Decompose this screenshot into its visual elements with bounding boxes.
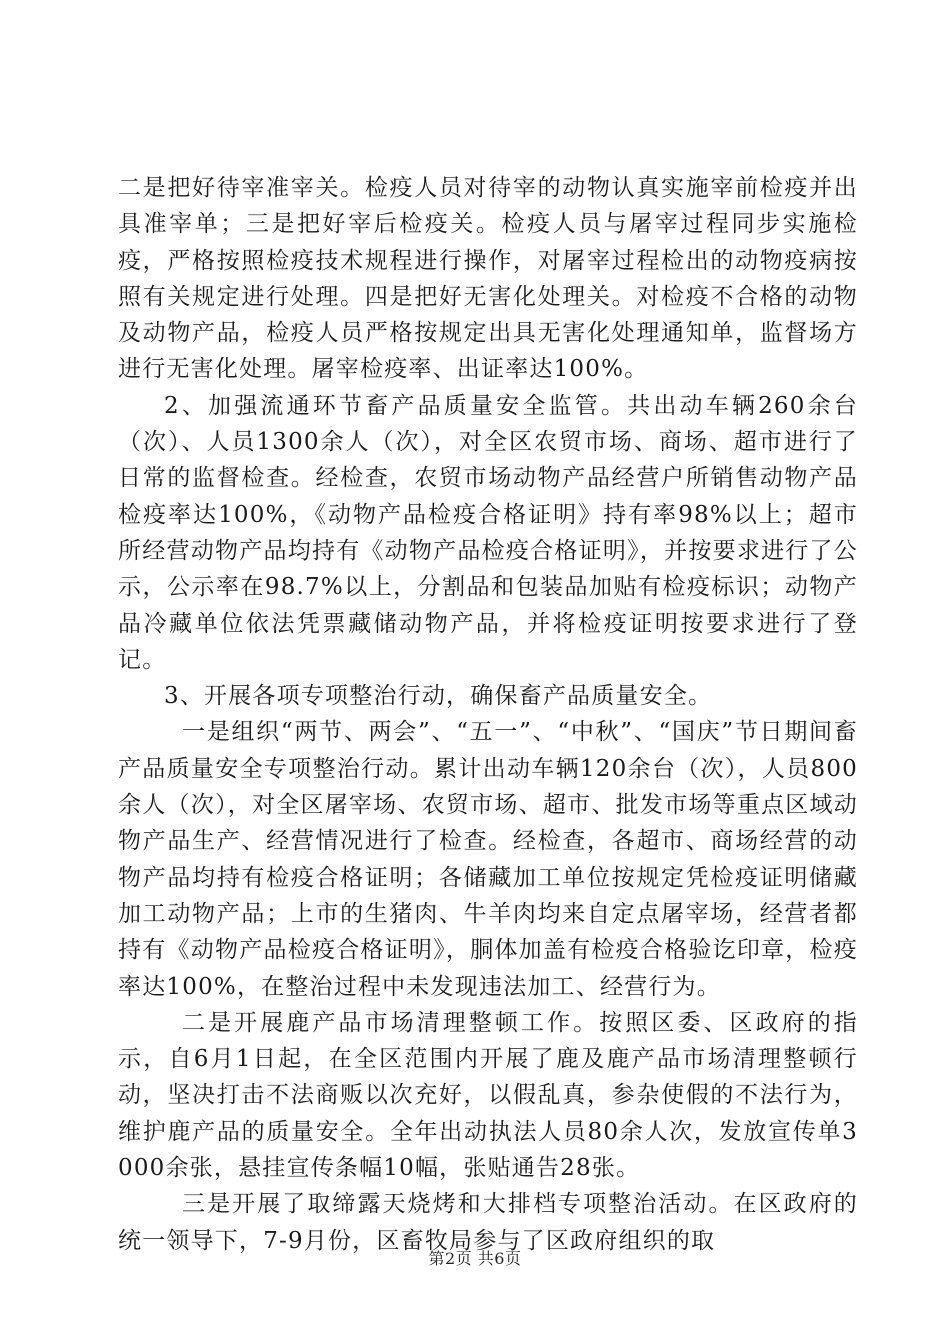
- paragraph-circulation-supervision: 2、加强流通环节畜产品质量安全监管。共出动车辆260余台（次）、人员1300余人（次），对全区农贸市场、商场、超市进行了日常的监督检查。经检查，农贸市场动物产品经营户所销售动物产品检疫率达100%，《动物产品检疫合格证明》持有率98%以上；超市所经营动物产品均持有《动物产品检疫合格证明》，并按要求进行了公示，公示率在98.7%以上，分割品和包装品加贴有检疫标识；动物产品冷藏单位依法凭票藏储动物产品，并将检疫证明按要求进行了登记。: [118, 392, 858, 673]
- paragraph-deer-products-cleanup: 二是开展鹿产品市场清理整顿工作。按照区委、区政府的指示，自6月1日起，在全区范围内开展了鹿及鹿产品市场清理整顿行动，坚决打击不法商贩以次充好，以假乱真，参杂使假的不法行为，维护鹿产品的质量安全。全年出动执法人员80余人次，发放宣传单3000余张，悬挂宣传条幅10幅，张贴通告28张。: [118, 1009, 858, 1182]
- paragraph-holiday-campaign: 一是组织“两节、两会”、“五一”、“中秋”、“国庆”节日期间畜产品质量安全专项整治行动。累计出动车辆120余台（次），人员800余人（次），对全区屠宰场、农贸市场、超市、批发市场等重点区域动物产品生产、经营情况进行了检查。经检查，各超市、商场经营的动物产品均持有检疫合格证明；各储藏加工单位按规定凭检疫证明储藏加工动物产品；上市的生猪肉、牛羊肉均来自定点屠宰场，经营者都持有《动物产品检疫合格证明》，胴体加盖有检疫合格验讫印章，检疫率达100%，在整治过程中未发现违法加工、经营行为。: [118, 719, 858, 1000]
- paragraph-special-campaigns-heading: 3、开展各项专项整治行动，确保畜产品质量安全。: [164, 683, 713, 710]
- document-body: [118, 170, 858, 1259]
- paragraph-outdoor-barbecue-campaign: 三是开展了取缔露天烧烤和大排档专项整治活动。在区政府的统一领导下，7-9月份，区畜牧局参与了区政府组织的取: [118, 1191, 858, 1254]
- page-number-footer: 第2页 共6页: [428, 1249, 522, 1268]
- paragraph-inspection-checkpoints: 二是把好待宰准宰关。检疫人员对待宰的动物认真实施宰前检疫并出具准宰单；三是把好宰后检疫关。检疫人员与屠宰过程同步实施检疫，严格按照检疫技术规程进行操作，对屠宰过程检出的动物疫病按照有关规定进行处理。四是把好无害化处理关。对检疫不合格的动物及动物产品，检疫人员严格按规定出具无害化处理通知单，监督场方进行无害化处理。屠宰检疫率、出证率达100%。: [118, 175, 858, 383]
